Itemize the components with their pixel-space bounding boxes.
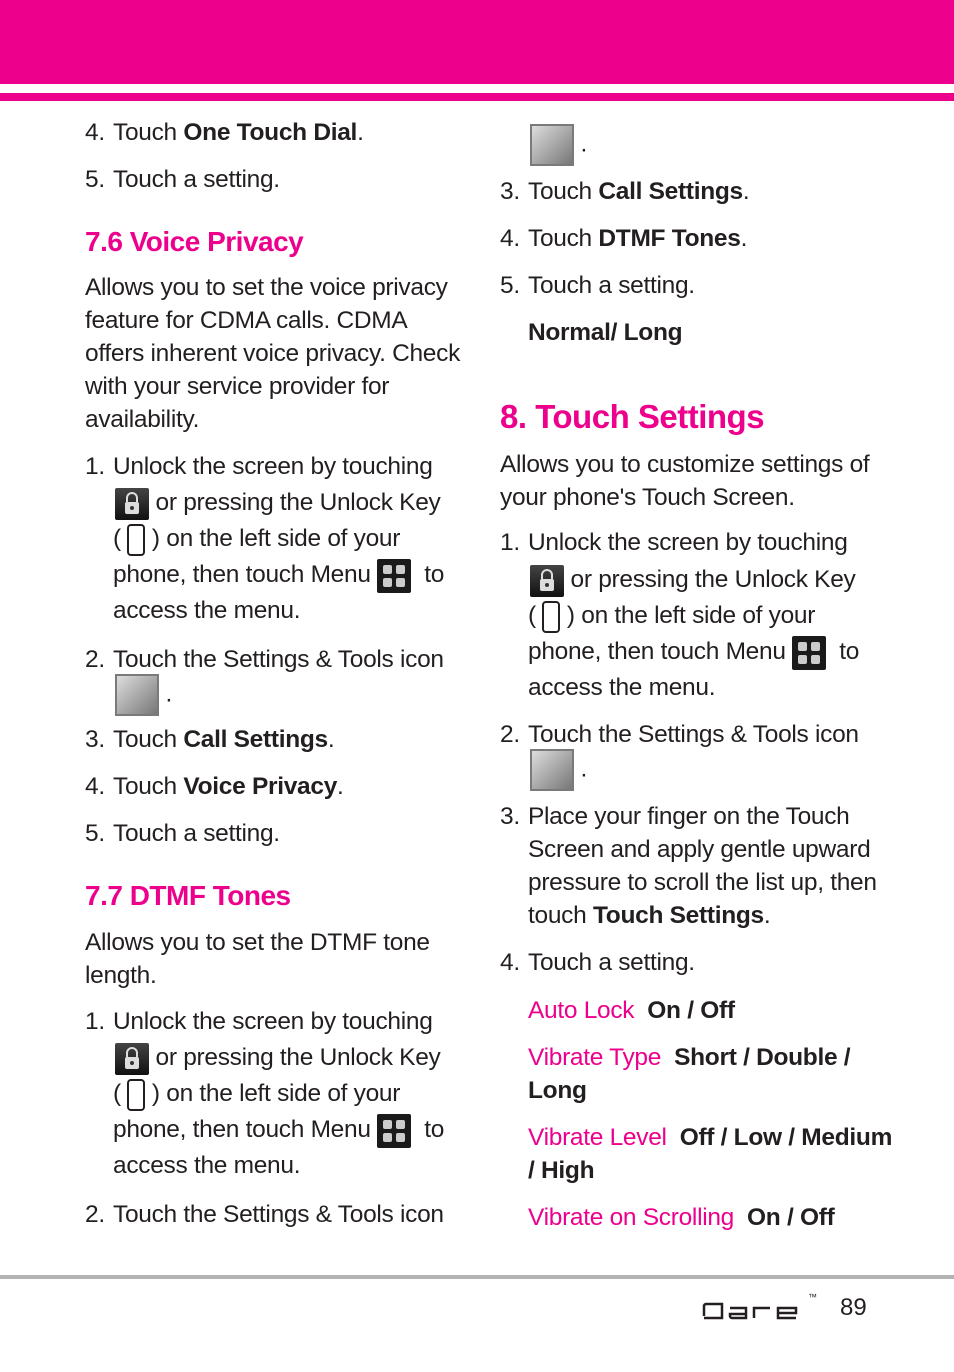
setting-vibrate-type-cont: Long — [528, 1077, 587, 1104]
ts-step3-line1: 3. Place your finger on the Touch — [500, 803, 850, 830]
setting-vibrate-scrolling: Vibrate on Scrolling On / Off — [528, 1204, 835, 1231]
ts-step2-icon-line: . — [530, 749, 587, 791]
unlock-key-icon — [127, 524, 145, 556]
setting-auto-lock: Auto Lock On / Off — [528, 997, 735, 1024]
vp-step1-line3: ( ) on the left side of your — [113, 522, 400, 556]
dtmf-step1-line2: or pressing the Unlock Key — [115, 1041, 441, 1075]
trademark-symbol: ™ — [808, 1292, 817, 1302]
header-band — [0, 0, 954, 84]
ts-step3-line2: Screen and apply gentle upward — [528, 836, 871, 863]
unlock-key-icon — [127, 1079, 145, 1111]
dtmf-intro-2: length. — [85, 962, 157, 989]
vp-step2-icon-line: . — [115, 674, 172, 716]
vp-intro-2: feature for CDMA calls. CDMA — [85, 307, 408, 334]
vp-step1-line5: access the menu. — [113, 597, 301, 624]
dtmf-step1-line3: ( ) on the left side of your — [113, 1077, 400, 1111]
ts-step1-line3: ( ) on the left side of your — [528, 599, 815, 633]
lock-icon — [530, 565, 564, 597]
menu-icon — [377, 1114, 411, 1148]
dtmf-intro-1: Allows you to set the DTMF tone — [85, 929, 430, 956]
touch-settings-heading: 8. Touch Settings — [500, 398, 765, 435]
voice-privacy-heading: 7.6 Voice Privacy — [85, 226, 304, 257]
dtmf-options: Normal/ Long — [528, 319, 683, 346]
dare-logo — [700, 1292, 820, 1329]
dtmf-step2: 2. Touch the Settings & Tools icon — [85, 1201, 444, 1228]
dtmf-step1-line1: 1. Unlock the screen by touching — [85, 1008, 433, 1035]
lock-icon — [115, 488, 149, 520]
step-one-touch-dial: 4. Touch One Touch Dial. — [85, 119, 364, 146]
setting-vibrate-level: Vibrate Level Off / Low / Medium — [528, 1124, 893, 1151]
dtmf-heading: 7.7 DTMF Tones — [85, 880, 291, 911]
vp-step1-line2: or pressing the Unlock Key — [115, 486, 441, 520]
settings-tools-icon — [530, 749, 574, 791]
vp-step1-line4: phone, then touch Menu to — [113, 558, 444, 593]
vp-step2: 2. Touch the Settings & Tools icon — [85, 646, 444, 673]
unlock-key-icon — [542, 601, 560, 633]
vp-intro-5: availability. — [85, 406, 200, 433]
settings-tools-icon — [530, 124, 574, 166]
ts-intro-1: Allows you to customize settings of — [500, 451, 870, 478]
lock-icon — [115, 1043, 149, 1075]
header-rule — [0, 93, 954, 101]
menu-icon — [377, 559, 411, 593]
settings-tools-icon — [115, 674, 159, 716]
footer-rule — [0, 1275, 954, 1279]
vp-intro-4: with your service provider for — [85, 373, 390, 400]
ts-step1-line2: or pressing the Unlock Key — [530, 563, 856, 597]
setting-vibrate-type: Vibrate Type Short / Double / — [528, 1044, 851, 1071]
dtmf-step5: 5. Touch a setting. — [500, 272, 695, 299]
vp-step1-line1: 1. Unlock the screen by touching — [85, 453, 433, 480]
dtmf-step1-line5: access the menu. — [113, 1152, 301, 1179]
step-touch-setting: 5. Touch a setting. — [85, 166, 280, 193]
ts-intro-2: your phone's Touch Screen. — [500, 484, 795, 511]
dtmf-step4: 4. Touch DTMF Tones. — [500, 225, 748, 252]
vp-step5: 5. Touch a setting. — [85, 820, 280, 847]
dtmf-step1-line4: phone, then touch Menu to — [113, 1113, 444, 1148]
dtmf-step2-icon-line: . — [530, 124, 587, 166]
dtmf-step3: 3. Touch Call Settings. — [500, 178, 750, 205]
ts-step1-line4: phone, then touch Menu to — [528, 635, 859, 670]
setting-vibrate-level-cont: / High — [528, 1157, 595, 1184]
ts-step3-line3: pressure to scroll the list up, then — [528, 869, 877, 896]
vp-intro-1: Allows you to set the voice privacy — [85, 274, 448, 301]
page-number: 89 — [840, 1294, 867, 1321]
vp-step3: 3. Touch Call Settings. — [85, 726, 335, 753]
vp-intro-3: offers inherent voice privacy. Check — [85, 340, 461, 367]
vp-step4: 4. Touch Voice Privacy. — [85, 773, 344, 800]
ts-step1-line1: 1. Unlock the screen by touching — [500, 529, 848, 556]
ts-step2: 2. Touch the Settings & Tools icon — [500, 721, 859, 748]
ts-step1-line5: access the menu. — [528, 674, 716, 701]
ts-step3-line4: touch Touch Settings. — [528, 902, 771, 929]
ts-step4: 4. Touch a setting. — [500, 949, 695, 976]
menu-icon — [792, 636, 826, 670]
